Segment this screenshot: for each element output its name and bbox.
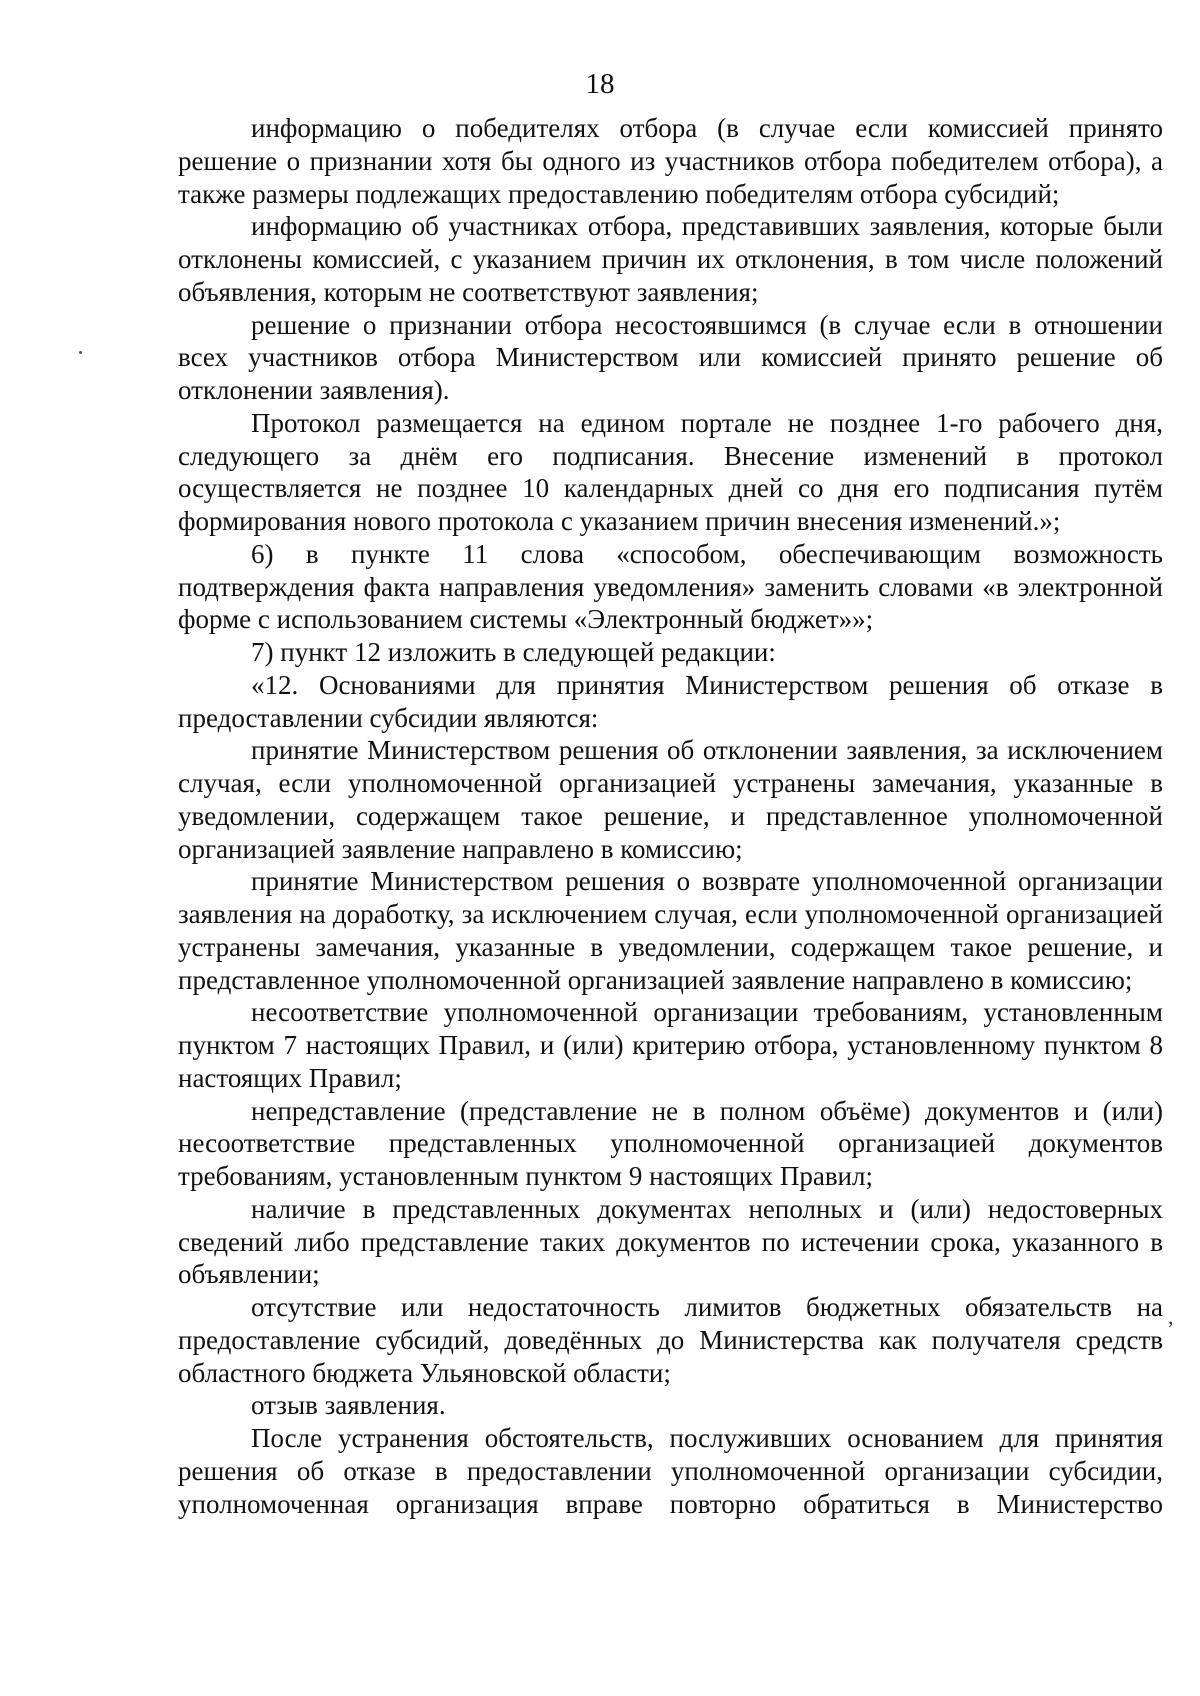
paragraph: отзыв заявления.: [251, 1390, 446, 1421]
document-body: [178, 112, 1163, 1520]
paragraph: 6) в пункте 11 слова «способом, обеспечивающим возможность подтверждения факта направления уведомления» заменить словами «в электронной форме с использованием системы «Электронный бюджет»»;: [178, 538, 1163, 635]
paragraph: информацию о победителях отбора (в случае если комиссией принято решение о признании хотя бы одного из участников отбора победителем отбора), а также размеры подлежащих предоставлению победителям отбора субсидий;: [178, 113, 1163, 209]
margin-comma: ,: [1168, 1304, 1174, 1329]
paragraph: решение о признании отбора несостоявшимся (в случае если в отношении всех участников отбора Министерством или комиссией принято решение об отклонении заявления).: [178, 309, 1163, 405]
paragraph: принятие Министерством решения об отклонении заявления, за исключением случая, если уполномоченной организацией устранены замечания, указанные в уведомлении, содержащем такое решение, и представленное уполномоченной организацией заявление направлено в комиссию;: [178, 735, 1163, 864]
paragraph: отсутствие или недостаточность лимитов бюджетных обязательств на предоставление субсидий, доведённых до Министерства как получателя средств областного бюджета Ульяновской области;: [178, 1292, 1163, 1388]
paragraph: После устранения обстоятельств, послуживших основанием для принятия решения об отказе в предоставлении уполномоченной организации субсидии, уполномоченная организация вправе повторно обратиться в Министерство: [178, 1423, 1163, 1519]
paragraph: Протокол размещается на едином портале не позднее 1-го рабочего дня, следующего за днём его подписания. Внесение изменений в протокол осуществляется не позднее 10 календарных дней со дня его подписания путём формирования нового протокола с указанием причин внесения изменений.»;: [178, 407, 1163, 536]
margin-dot: [79, 351, 82, 354]
paragraph: «12. Основаниями для принятия Министерством решения об отказе в предоставлении субсидии являются:: [178, 669, 1163, 733]
paragraph: 7) пункт 12 изложить в следующей редакции:: [251, 637, 776, 667]
paragraph: принятие Министерством решения о возврате уполномоченной организации заявления на доработку, за исключением случая, если уполномоченной организацией устранены замечания, указанные в уведомлении, содержащем такое решение, и представленное уполномоченной организацией заявление направлено в комиссию;: [178, 866, 1163, 995]
paragraph: информацию об участниках отбора, представивших заявления, которые были отклонены комиссией, с указанием причин их отклонения, в том числе положений объявления, которым не соответствуют заявления;: [178, 211, 1163, 307]
paragraph: непредставление (представление не в полном объёме) документов и (или) несоответствие представленных уполномоченной организацией документов требованиям, установленным пунктом 9 настоящих Правил;: [178, 1095, 1163, 1191]
page-number: 18: [585, 68, 615, 100]
paragraph: несоответствие уполномоченной организации требованиям, установленным пунктом 7 настоящих Правил, и (или) критерию отбора, установленному пунктом 8 настоящих Правил;: [178, 997, 1163, 1093]
paragraph: наличие в представленных документах неполных и (или) недостоверных сведений либо представление таких документов по истечении срока, указанного в объявлении;: [178, 1193, 1163, 1290]
